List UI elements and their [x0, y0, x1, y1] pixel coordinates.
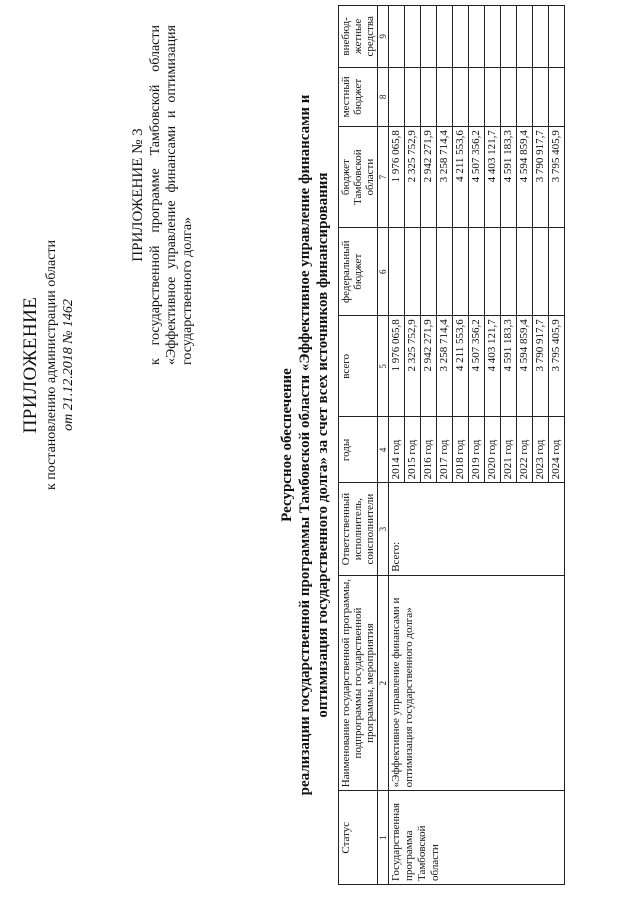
federal-cell: [405, 228, 421, 316]
col-header-regional: бюджет Тамбовской области: [339, 127, 378, 228]
local-cell: [405, 67, 421, 126]
col-header-local: местный бюджет: [339, 67, 378, 126]
year-cell: 2018 год: [453, 417, 469, 483]
annex3-block: [130, 25, 196, 365]
extrabudget-cell: [501, 6, 517, 68]
col-index: 7: [378, 127, 389, 228]
extrabudget-cell: [389, 6, 405, 68]
table-header-row: [339, 6, 378, 885]
regional-cell: 4 403 121,7: [485, 127, 501, 228]
heading-line-1: Ресурсное обеспечение: [279, 368, 295, 522]
annex-block: [20, 0, 77, 905]
federal-cell: [389, 228, 405, 316]
column-index-row: [378, 6, 389, 885]
annex3-body: к государственной программе Тамбовской области «Эффективное управление финансами и оптимизация государственного долга»: [148, 25, 195, 365]
total-cell: 4 211 553,6: [453, 316, 469, 417]
federal-cell: [533, 228, 549, 316]
total-cell: 4 591 183,3: [501, 316, 517, 417]
executor-cell: Всего:: [389, 483, 565, 575]
col-header-executor: Ответственный исполнитель, соисполнители: [339, 483, 378, 575]
regional-cell: 1 976 065,8: [389, 127, 405, 228]
status-cell: Государственная программа Тамбовской области: [389, 791, 565, 885]
extrabudget-cell: [469, 6, 485, 68]
extrabudget-cell: [485, 6, 501, 68]
regional-cell: 4 507 356,2: [469, 127, 485, 228]
col-index: 8: [378, 67, 389, 126]
federal-cell: [549, 228, 565, 316]
handwritten-date-number: от 21.12.2018 № 1462: [61, 299, 76, 431]
extrabudget-cell: [549, 6, 565, 68]
local-cell: [485, 67, 501, 126]
col-index: 3: [378, 483, 389, 575]
local-cell: [389, 67, 405, 126]
year-cell: 2016 год: [421, 417, 437, 483]
col-index: 9: [378, 6, 389, 68]
regional-cell: 3 795 405,9: [549, 127, 565, 228]
total-cell: 4 594 859,4: [517, 316, 533, 417]
annex3-header: ПРИЛОЖЕНИЕ № 3: [130, 128, 146, 262]
total-cell: 1 976 065,8: [389, 316, 405, 417]
total-cell: 3 258 714,4: [437, 316, 453, 417]
total-cell: 2 942 271,9: [421, 316, 437, 417]
extrabudget-cell: [405, 6, 421, 68]
extrabudget-cell: [533, 6, 549, 68]
federal-cell: [517, 228, 533, 316]
heading-line-3: оптимизация государственного долга» за счет всех источников финансирования: [315, 172, 331, 718]
extrabudget-cell: [437, 6, 453, 68]
year-cell: 2014 год: [389, 417, 405, 483]
col-index: 1: [378, 791, 389, 885]
total-cell: 2 325 752,9: [405, 316, 421, 417]
local-cell: [437, 67, 453, 126]
local-cell: [517, 67, 533, 126]
total-cell: 3 790 917,7: [533, 316, 549, 417]
regional-cell: 2 325 752,9: [405, 127, 421, 228]
col-index: 2: [378, 575, 389, 791]
heading-line-2: реализации государственной программы Тамбовской области «Эффективное управление финансами и: [297, 94, 313, 796]
total-cell: 4 507 356,2: [469, 316, 485, 417]
local-cell: [421, 67, 437, 126]
annex-decree-line: к постановлению администрации области: [44, 239, 59, 491]
regional-cell: 3 790 917,7: [533, 127, 549, 228]
federal-cell: [501, 228, 517, 316]
program-name-cell: «Эффективное управление финансами и оптимизация государственного долга»: [389, 575, 565, 791]
year-cell: 2021 год: [501, 417, 517, 483]
extrabudget-cell: [421, 6, 437, 68]
regional-cell: 4 211 553,6: [453, 127, 469, 228]
annex-title: ПРИЛОЖЕНИЕ: [20, 296, 41, 434]
year-cell: 2023 год: [533, 417, 549, 483]
col-header-status: Статус: [339, 791, 378, 885]
col-header-total: всего: [339, 316, 378, 417]
extrabudget-cell: [517, 6, 533, 68]
local-cell: [469, 67, 485, 126]
year-cell: 2024 год: [549, 417, 565, 483]
federal-cell: [453, 228, 469, 316]
year-cell: 2022 год: [517, 417, 533, 483]
regional-cell: 4 594 859,4: [517, 127, 533, 228]
regional-cell: 3 258 714,4: [437, 127, 453, 228]
year-cell: 2017 год: [437, 417, 453, 483]
col-index: 5: [378, 316, 389, 417]
col-header-extrabudget: внебюд-жетные средства: [339, 6, 378, 68]
federal-cell: [469, 228, 485, 316]
local-cell: [501, 67, 517, 126]
local-cell: [549, 67, 565, 126]
extrabudget-cell: [453, 6, 469, 68]
federal-cell: [421, 228, 437, 316]
col-header-federal: федеральный бюджет: [339, 228, 378, 316]
total-cell: 4 403 121,7: [485, 316, 501, 417]
local-cell: [533, 67, 549, 126]
regional-cell: 4 591 183,3: [501, 127, 517, 228]
col-index: 4: [378, 417, 389, 483]
year-cell: 2020 год: [485, 417, 501, 483]
table-body: [389, 6, 565, 885]
document-heading: [278, 35, 332, 855]
local-cell: [453, 67, 469, 126]
resource-table: [338, 5, 565, 885]
total-cell: 3 795 405,9: [549, 316, 565, 417]
col-index: 6: [378, 228, 389, 316]
federal-cell: [485, 228, 501, 316]
col-header-name: Наименование государственной программы, подпрограммы государственной программы, мероприятия: [339, 575, 378, 791]
federal-cell: [437, 228, 453, 316]
year-cell: 2015 год: [405, 417, 421, 483]
table-row: [389, 6, 405, 885]
regional-cell: 2 942 271,9: [421, 127, 437, 228]
col-header-years: годы: [339, 417, 378, 483]
year-cell: 2019 год: [469, 417, 485, 483]
